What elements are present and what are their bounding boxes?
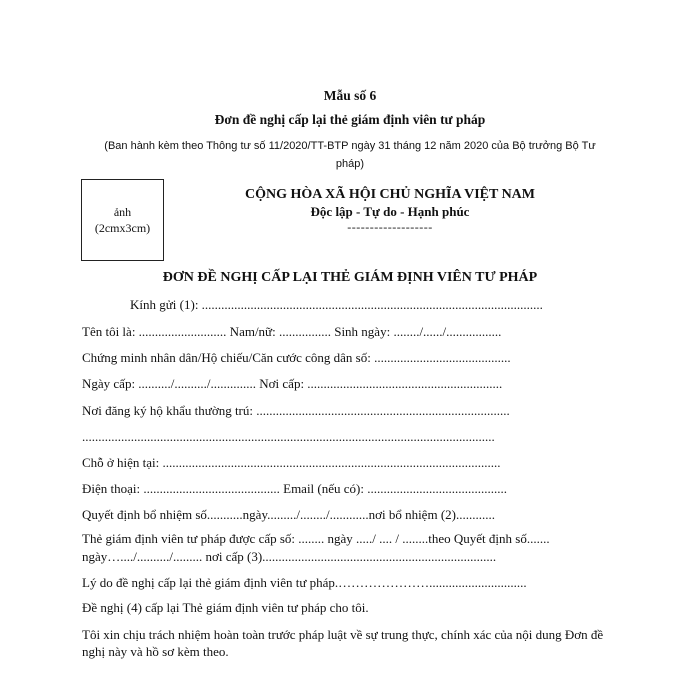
field-card-issue-info: ngày…..../........../......... nơi cấp (3)........................................................................ [82,549,497,564]
field-phone-email: Điện thoại: .......................................... Email (nếu có): ........................................... [82,481,507,496]
photo-size-label: (2cmx3cm) [94,221,151,235]
national-header [240,186,540,234]
document-heading: ĐƠN ĐỀ NGHỊ CẤP LẠI THẺ GIÁM ĐỊNH VIÊN TƯ PHÁP [162,270,538,285]
issued-note: (Ban hành kèm theo Thông tư số 11/2020/TT-BTP ngày 31 tháng 12 năm 2020 của Bộ trưởng Bộ Tư pháp) [104,140,596,170]
photo-placeholder-box [81,179,164,261]
field-permanent-residence-continued: ............................................................................................................................... [82,429,495,444]
request-statement: Đề nghị (4) cấp lại Thẻ giám định viên tư pháp cho tôi. [82,600,369,615]
field-reason: Lý do đề nghị cấp lại thẻ giám định viên tư pháp.………………….............................. [82,575,527,590]
country-name: CỘNG HÒA XÃ HỘI CHỦ NGHĨA VIỆT NAM [244,187,535,202]
commitment-statement: Tôi xin chịu trách nhiệm hoàn toàn trước pháp luật về sự trung thực, chính xác của nội dung Đơn đề nghị này và hồ sơ kèm theo. [82,627,604,659]
field-name-gender-dob: Tên tôi là: ........................... Nam/nữ: ................ Sinh ngày: ......../....../................. [82,324,502,339]
motto-divider: ------------------- [347,220,433,234]
form-number: Mẫu số 6 [323,88,377,103]
field-appointment-decision: Quyết định bổ nhiệm số...........ngày........./......../............nơi bổ nhiệm (2)............ [82,507,495,522]
photo-label: ảnh [113,205,132,219]
field-current-address: Chỗ ở hiện tại: ........................................................................................................ [82,455,501,470]
field-permanent-residence: Nơi đăng ký hộ khẩu thường trú: .............................................................................. [82,403,510,418]
form-title: Đơn đề nghị cấp lại thẻ giám định viên tư pháp [214,112,486,127]
national-motto: Độc lập - Tự do - Hạnh phúc [310,204,470,219]
field-kinh-gui: Kính gửi (1): ......................................................................................................... [130,297,543,312]
field-id-number: Chứng minh nhân dân/Hộ chiếu/Căn cước công dân số: .......................................... [82,350,511,365]
field-card-number: Thẻ giám định viên tư pháp được cấp số: ........ ngày ...../ .... / ........theo Quyết định số....... [82,531,550,546]
field-issue-date-place: Ngày cấp: ........../........../.............. Nơi cấp: ............................................................ [82,376,503,391]
